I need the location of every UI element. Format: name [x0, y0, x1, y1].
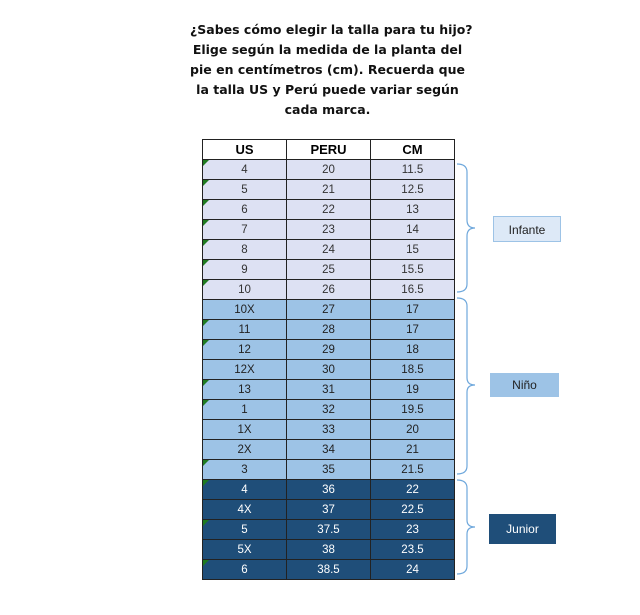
cell-value: 4 [241, 483, 248, 496]
cell-value: 32 [322, 403, 335, 416]
cell-us [203, 460, 287, 480]
comment-flag-icon [203, 460, 209, 466]
table-row [203, 480, 455, 500]
cell-value: 18 [406, 343, 419, 356]
intro-line: ¿Sabes cómo elegir la talla para tu hijo? [190, 22, 473, 37]
cell-us [203, 180, 287, 200]
cell-peru [287, 160, 371, 180]
cell-peru [287, 420, 371, 440]
cell-peru [287, 220, 371, 240]
cell-peru [287, 320, 371, 340]
bracket-nino [457, 298, 475, 474]
cell-us [203, 360, 287, 380]
cell-value: 24 [406, 563, 419, 576]
cell-value: 25 [322, 263, 335, 276]
comment-flag-icon [203, 560, 209, 566]
bracket-infante [457, 164, 475, 292]
cell-value: 12X [234, 363, 255, 376]
cell-us [203, 260, 287, 280]
comment-flag-icon [203, 260, 209, 266]
cell-value: 36 [322, 483, 335, 496]
cell-us [203, 340, 287, 360]
comment-flag-icon [203, 520, 209, 526]
cell-value: 20 [406, 423, 419, 436]
cell-peru [287, 460, 371, 480]
cell-us [203, 520, 287, 540]
cell-value: 14 [406, 223, 419, 236]
cell-cm [371, 520, 455, 540]
cell-value: 5X [237, 543, 252, 556]
cell-value: 23 [406, 523, 419, 536]
table-row [203, 340, 455, 360]
group-brackets [455, 160, 485, 580]
cell-cm [371, 320, 455, 340]
group-label-infante: Infante [493, 216, 561, 242]
cell-cm [371, 200, 455, 220]
cell-value: 24 [322, 243, 335, 256]
cell-value: 21 [322, 183, 335, 196]
cell-cm [371, 500, 455, 520]
cell-value: 12.5 [401, 183, 424, 196]
cell-cm [371, 400, 455, 420]
cell-value: 8 [241, 243, 248, 256]
cell-value: 12 [238, 343, 251, 356]
cell-value: 16.5 [401, 283, 424, 296]
cell-value: 21.5 [401, 463, 424, 476]
comment-flag-icon [203, 320, 209, 326]
cell-value: 5 [241, 183, 248, 196]
cell-us [203, 300, 287, 320]
table-row [203, 320, 455, 340]
cell-peru [287, 300, 371, 320]
cell-peru [287, 560, 371, 580]
cell-value: 28 [322, 323, 335, 336]
comment-flag-icon [203, 180, 209, 186]
intro-line: pie en centímetros (cm). Recuerda que [190, 62, 465, 77]
cell-peru [287, 200, 371, 220]
cell-us [203, 240, 287, 260]
table-row [203, 540, 455, 560]
group-label-junior: Junior [489, 514, 556, 544]
cell-value: 26 [322, 283, 335, 296]
cell-value: 34 [322, 443, 335, 456]
cell-cm [371, 340, 455, 360]
table-row [203, 160, 455, 180]
comment-flag-icon [203, 380, 209, 386]
table-row [203, 300, 455, 320]
cell-us [203, 160, 287, 180]
cell-us [203, 320, 287, 340]
cell-value: 31 [322, 383, 335, 396]
cell-cm [371, 380, 455, 400]
cell-us [203, 560, 287, 580]
cell-value: 1X [237, 423, 252, 436]
comment-flag-icon [203, 400, 209, 406]
cell-value: 37 [322, 503, 335, 516]
cell-value: 15 [406, 243, 419, 256]
cell-peru [287, 540, 371, 560]
table-row [203, 280, 455, 300]
cell-peru [287, 520, 371, 540]
cell-value: 21 [406, 443, 419, 456]
cell-peru [287, 500, 371, 520]
cell-value: 17 [406, 303, 419, 316]
cell-value: 18.5 [401, 363, 424, 376]
cell-us [203, 420, 287, 440]
bracket-junior [457, 480, 475, 574]
comment-flag-icon [203, 220, 209, 226]
cell-cm [371, 460, 455, 480]
cell-value: 22 [322, 203, 335, 216]
cell-value: 29 [322, 343, 335, 356]
cell-peru [287, 480, 371, 500]
cell-value: 27 [322, 303, 335, 316]
table-row [203, 560, 455, 580]
cell-cm [371, 360, 455, 380]
intro-line: Elige según la medida de la planta del [192, 42, 463, 57]
cell-cm [371, 180, 455, 200]
cell-value: 5 [241, 523, 248, 536]
cell-value: 6 [241, 203, 248, 216]
cell-value: 19 [406, 383, 419, 396]
cell-value: 19.5 [401, 403, 424, 416]
cell-value: 1 [241, 403, 248, 416]
cell-value: 11.5 [401, 163, 424, 176]
table-row [203, 260, 455, 280]
cell-value: 22 [406, 483, 419, 496]
comment-flag-icon [203, 240, 209, 246]
comment-flag-icon [203, 200, 209, 206]
cell-cm [371, 420, 455, 440]
table-row [203, 400, 455, 420]
cell-value: 13 [238, 383, 251, 396]
cell-peru [287, 340, 371, 360]
header-us: US [203, 140, 287, 160]
cell-peru [287, 360, 371, 380]
comment-flag-icon [203, 480, 209, 486]
cell-peru [287, 240, 371, 260]
cell-value: 3 [241, 463, 248, 476]
cell-value: 20 [322, 163, 335, 176]
cell-cm [371, 480, 455, 500]
table-row [203, 220, 455, 240]
cell-cm [371, 540, 455, 560]
cell-value: 22.5 [401, 503, 424, 516]
cell-cm [371, 300, 455, 320]
table-row [203, 420, 455, 440]
cell-peru [287, 180, 371, 200]
cell-peru [287, 280, 371, 300]
cell-value: 23.5 [401, 543, 424, 556]
cell-value: 23 [322, 223, 335, 236]
cell-us [203, 220, 287, 240]
cell-peru [287, 380, 371, 400]
cell-value: 4X [237, 503, 252, 516]
table-row [203, 180, 455, 200]
cell-value: 38 [322, 543, 335, 556]
comment-flag-icon [203, 160, 209, 166]
table-row [203, 500, 455, 520]
table-row [203, 360, 455, 380]
cell-value: 11 [238, 323, 251, 336]
table-body [203, 160, 455, 580]
table-row [203, 440, 455, 460]
cell-cm [371, 280, 455, 300]
cell-us [203, 480, 287, 500]
cell-us [203, 200, 287, 220]
cell-value: 10 [238, 283, 251, 296]
header-peru: PERU [287, 140, 371, 160]
cell-value: 37.5 [317, 523, 340, 536]
cell-us [203, 440, 287, 460]
cell-us [203, 400, 287, 420]
comment-flag-icon [203, 280, 209, 286]
comment-flag-icon [203, 340, 209, 346]
cell-cm [371, 160, 455, 180]
table-row [203, 380, 455, 400]
intro-line: cada marca. [284, 102, 371, 117]
cell-value: 4 [241, 163, 248, 176]
size-table [202, 139, 455, 580]
cell-cm [371, 240, 455, 260]
table-row [203, 240, 455, 260]
cell-us [203, 500, 287, 520]
cell-value: 35 [322, 463, 335, 476]
cell-value: 17 [406, 323, 419, 336]
table-header-row [203, 140, 455, 160]
cell-value: 38.5 [317, 563, 340, 576]
cell-value: 30 [322, 363, 335, 376]
cell-value: 7 [241, 223, 248, 236]
cell-us [203, 280, 287, 300]
cell-us [203, 540, 287, 560]
cell-cm [371, 220, 455, 240]
cell-us [203, 380, 287, 400]
intro-line: la talla US y Perú puede variar según [196, 82, 459, 97]
cell-cm [371, 260, 455, 280]
table-row [203, 460, 455, 480]
intro-text [190, 20, 473, 120]
table-row [203, 520, 455, 540]
cell-value: 10X [234, 303, 255, 316]
cell-cm [371, 560, 455, 580]
cell-value: 33 [322, 423, 335, 436]
header-cm: CM [371, 140, 455, 160]
table-row [203, 200, 455, 220]
cell-value: 6 [241, 563, 248, 576]
group-label-nino: Niño [490, 373, 559, 397]
cell-value: 15.5 [401, 263, 424, 276]
cell-value: 2X [237, 443, 252, 456]
cell-cm [371, 440, 455, 460]
cell-peru [287, 260, 371, 280]
cell-value: 13 [406, 203, 419, 216]
cell-value: 9 [241, 263, 248, 276]
cell-peru [287, 400, 371, 420]
cell-peru [287, 440, 371, 460]
